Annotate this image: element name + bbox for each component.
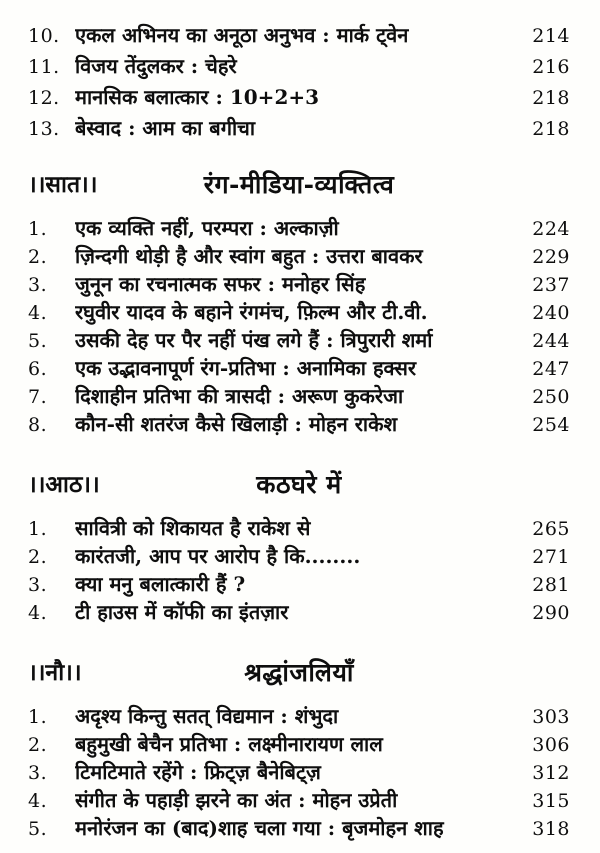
section-title: कठघरे में	[256, 470, 342, 499]
entry-number: 2.	[28, 546, 48, 568]
entry-page-number: 237	[532, 274, 570, 296]
entry-title: एक उद्भावनापूर्ण रंग-प्रतिभा : अनामिका हक्सर	[75, 356, 417, 380]
section-entries-list	[28, 702, 570, 842]
toc-entry	[28, 270, 570, 298]
toc-entry	[28, 113, 570, 144]
entry-number: 1.	[28, 706, 48, 728]
section-title: रंग-मीडिया-व्यक्तित्व	[203, 170, 395, 199]
entry-number: 4.	[28, 302, 48, 324]
entry-page-number: 315	[532, 790, 570, 812]
toc-entry	[28, 786, 570, 814]
section-header	[28, 652, 570, 694]
section-header	[28, 464, 570, 506]
entry-page-number: 265	[532, 518, 570, 540]
entry-page-number: 271	[532, 546, 570, 568]
entry-title: संगीत के पहाड़ी झरने का अंत : मोहन उप्रेती	[75, 788, 398, 812]
entry-page-number: 312	[532, 762, 570, 784]
toc-entry	[28, 514, 570, 542]
entry-page-number: 281	[532, 574, 570, 596]
entry-page-number: 250	[532, 386, 570, 408]
entry-page-number: 218	[532, 118, 570, 140]
section-seven	[28, 164, 570, 438]
entry-page-number: 303	[532, 706, 570, 728]
entry-page-number: 216	[532, 56, 570, 78]
toc-entry	[28, 570, 570, 598]
entry-number: 3.	[28, 762, 48, 784]
toc-entry	[28, 598, 570, 626]
entry-number: 1.	[28, 218, 48, 240]
entry-page-number: 240	[532, 302, 570, 324]
toc-entry	[28, 702, 570, 730]
section-label: ।।सात।।	[28, 171, 98, 198]
section-label: ।।आठ।।	[28, 471, 100, 498]
entry-page-number: 229	[532, 246, 570, 268]
toc-entry	[28, 214, 570, 242]
entry-number: 12.	[28, 87, 60, 109]
section-eight	[28, 464, 570, 626]
entry-number: 6.	[28, 358, 48, 380]
toc-entry	[28, 410, 570, 438]
entry-number: 5.	[28, 330, 48, 352]
entry-title: विजय तेंदुलकर : चेहरे	[75, 54, 237, 78]
entry-title: बहुमुखी बेचैन प्रतिभा : लक्ष्मीनारायण लाल	[75, 732, 383, 756]
entry-number: 2.	[28, 246, 48, 268]
entry-number: 7.	[28, 386, 48, 408]
entry-title: अदृश्य किन्तु सतत् विद्यमान : शंभुदा	[75, 704, 339, 728]
entry-number: 5.	[28, 818, 48, 840]
entry-number: 4.	[28, 602, 48, 624]
section-header	[28, 164, 570, 206]
section-label: ।।नौ।।	[28, 659, 82, 686]
entry-number: 11.	[28, 56, 60, 78]
entry-page-number: 244	[532, 330, 570, 352]
entry-page-number: 224	[532, 218, 570, 240]
entry-title: बेस्वाद : आम का बगीचा	[75, 116, 256, 140]
entry-title: टी हाउस में कॉफी का इंतज़ार	[75, 600, 289, 624]
entry-title: जुनून का रचनात्मक सफर : मनोहर सिंह	[75, 272, 366, 296]
toc-entry	[28, 326, 570, 354]
entry-title: टिमटिमाते रहेंगे : फ्रिट्ज़ बैनेबिट्ज़	[75, 760, 321, 784]
entry-title: एकल अभिनय का अनूठा अनुभव : मार्क ट्वेन	[75, 23, 409, 47]
entry-title: क्या मनु बलात्कारी हैं ?	[75, 572, 246, 596]
entry-page-number: 254	[532, 414, 570, 436]
entry-number: 3.	[28, 274, 48, 296]
entry-number: 3.	[28, 574, 48, 596]
section-entries-list	[28, 514, 570, 626]
continued-entries-list	[28, 14, 570, 144]
entry-page-number: 247	[532, 358, 570, 380]
entry-number: 10.	[28, 25, 60, 47]
entry-page-number: 318	[532, 818, 570, 840]
toc-entry	[28, 814, 570, 842]
section-entries-list	[28, 214, 570, 438]
entry-number: 13.	[28, 118, 60, 140]
toc-entry	[28, 51, 570, 82]
entry-title: मनोरंजन का (बाद)शाह चला गया : बृजमोहन शाह	[75, 816, 444, 840]
entry-title: कौन-सी शतरंज कैसे खिलाड़ी : मोहन राकेश	[75, 412, 398, 436]
toc-entry	[28, 298, 570, 326]
entry-number: 4.	[28, 790, 48, 812]
entry-page-number: 218	[532, 87, 570, 109]
entry-page-number: 214	[532, 25, 570, 47]
entry-title: सावित्री को शिकायत है राकेश से	[75, 516, 311, 540]
entry-number: 8.	[28, 414, 48, 436]
toc-entry	[28, 354, 570, 382]
entry-page-number: 306	[532, 734, 570, 756]
toc-entry	[28, 542, 570, 570]
entry-title: ज़िन्दगी थोड़ी है और स्वांग बहुत : उत्तरा बावकर	[75, 244, 423, 268]
entry-title: कारंतजी, आप पर आरोप है कि........	[75, 544, 361, 568]
section-title: श्रद्धांजलियाँ	[244, 658, 354, 687]
entry-title: रघुवीर यादव के बहाने रंगमंच, फ़िल्म और टी.वी.	[75, 300, 428, 324]
section-nine	[28, 652, 570, 842]
entry-number: 1.	[28, 518, 48, 540]
toc-entry	[28, 382, 570, 410]
toc-entry	[28, 82, 570, 113]
toc-entry	[28, 242, 570, 270]
toc-entry	[28, 20, 570, 51]
toc-entry	[28, 758, 570, 786]
entry-title: उसकी देह पर पैर नहीं पंख लगे हैं : त्रिपुरारी शर्मा	[75, 328, 433, 352]
entry-number: 2.	[28, 734, 48, 756]
entry-page-number: 290	[532, 602, 570, 624]
entry-title: दिशाहीन प्रतिभा की त्रासदी : अरूण कुकरेजा	[75, 384, 404, 408]
toc-entry	[28, 730, 570, 758]
entry-title: मानसिक बलात्कार : 10+2+3	[75, 85, 320, 109]
entry-title: एक व्यक्ति नहीं, परम्परा : अल्काज़ी	[75, 216, 339, 240]
